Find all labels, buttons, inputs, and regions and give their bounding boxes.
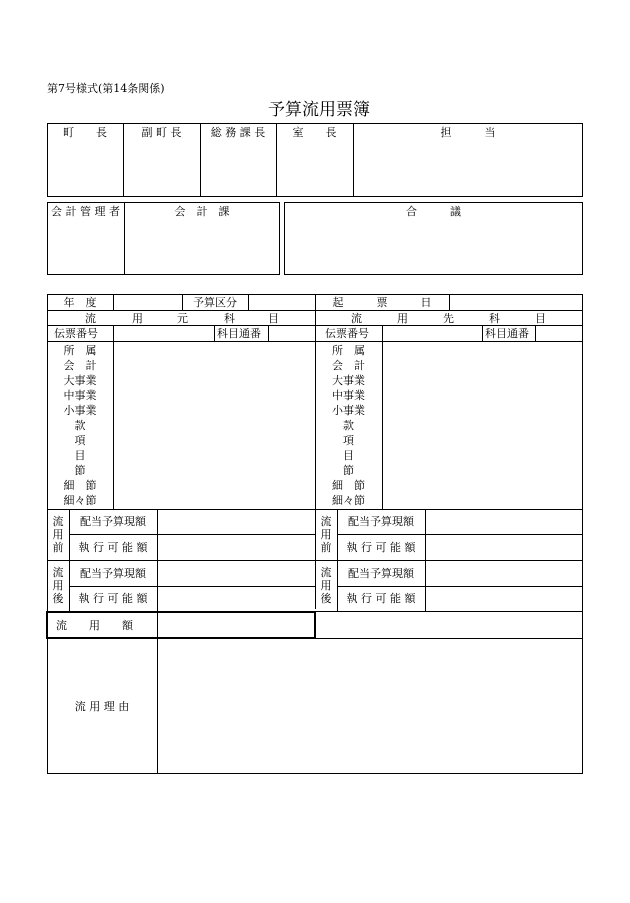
source-before-haito-label: 配当予算現額 — [80, 515, 146, 528]
stamp-chocho[interactable] — [48, 140, 122, 196]
kaikei-kanrisha-label: 会 計 管 理 者 — [51, 205, 120, 218]
dest-class-label: 目 — [343, 449, 354, 462]
stamp-somukacho[interactable] — [201, 140, 275, 196]
source-after-label-3: 後 — [52, 592, 64, 605]
dest-before-label-2: 用 — [320, 528, 332, 541]
source-title-5: 目 — [268, 312, 279, 325]
dest-before-shikko-input[interactable] — [426, 535, 582, 560]
gogi-label: 合 議 — [406, 205, 461, 218]
source-denpyo-bango-input[interactable] — [114, 326, 214, 340]
dest-title-1: 流 — [351, 312, 362, 325]
source-classification-input[interactable] — [114, 342, 315, 508]
dest-after-shikko-input[interactable] — [426, 587, 582, 611]
source-class-label: 目 — [74, 449, 86, 462]
ryuyo-gaku-label: 流 用 額 — [56, 619, 133, 632]
source-class-label: 款 — [74, 419, 86, 432]
source-before-label-3: 前 — [52, 541, 64, 554]
source-after-shikko-label: 執 行 可 能 額 — [78, 592, 148, 605]
dest-class-label: 大事業 — [332, 374, 365, 387]
approval-label-somukacho: 総 務 課 長 — [210, 126, 266, 139]
dest-before-haito-label: 配当予算現額 — [348, 515, 414, 528]
source-class-label: 大事業 — [63, 374, 97, 387]
source-before-label-1: 流 — [52, 515, 64, 528]
approval-label-chocho: 町 長 — [63, 126, 107, 139]
dest-class-label: 小事業 — [332, 404, 365, 417]
dest-kamoku-tsuban-label: 科目通番 — [485, 327, 529, 340]
dest-class-label: 中事業 — [332, 389, 365, 402]
source-class-label: 細 節 — [63, 479, 97, 492]
approval-label-shitsucho: 室 長 — [292, 126, 337, 139]
dest-class-label: 款 — [343, 419, 354, 432]
source-after-shikko-input[interactable] — [158, 587, 315, 611]
dest-class-label: 節 — [343, 464, 354, 477]
dest-after-label-2: 用 — [320, 579, 332, 592]
source-before-shikko-label: 執 行 可 能 額 — [78, 541, 148, 554]
source-class-label: 小事業 — [63, 404, 97, 417]
dest-after-label-1: 流 — [320, 566, 332, 579]
source-denpyo-bango-label: 伝票番号 — [54, 327, 98, 340]
dest-before-haito-input[interactable] — [426, 510, 582, 534]
page-title: 予算流用票簿 — [268, 100, 370, 120]
stamp-gogi[interactable] — [285, 219, 582, 274]
ryuyo-riyu-input[interactable] — [158, 639, 582, 773]
dest-class-label: 会 計 — [332, 359, 365, 372]
dest-before-label-3: 前 — [320, 541, 332, 554]
source-title-2: 用 — [132, 312, 143, 325]
source-before-haito-input[interactable] — [158, 510, 315, 534]
dest-title-2: 用 — [397, 312, 408, 325]
stamp-tanto[interactable] — [354, 140, 582, 196]
approval-label-tanto: 担 当 — [440, 126, 496, 139]
source-title-4: 科 — [224, 312, 235, 325]
dest-after-haito-input[interactable] — [426, 561, 582, 586]
source-title-3: 元 — [177, 312, 188, 325]
source-after-haito-label: 配当予算現額 — [80, 567, 146, 580]
kihyo-bi-label: 起 票 日 — [332, 296, 432, 309]
dest-class-label: 所 属 — [332, 344, 365, 357]
kaikei-ka-label: 会 計 課 — [174, 205, 230, 218]
source-class-label: 会 計 — [63, 359, 97, 372]
ryuyo-gaku-input[interactable] — [159, 613, 314, 637]
nendo-label: 年 度 — [63, 296, 97, 309]
ryuyo-riyu-label: 流 用 理 由 — [74, 700, 130, 713]
source-kamoku-tsuban-label: 科目通番 — [217, 327, 261, 340]
dest-classification-input[interactable] — [383, 342, 582, 508]
yosan-kubun-input[interactable] — [249, 295, 315, 309]
dest-title-5: 目 — [535, 312, 546, 325]
dest-class-label: 細 節 — [332, 479, 365, 492]
dest-after-haito-label: 配当予算現額 — [348, 567, 414, 580]
source-after-label-2: 用 — [52, 579, 64, 592]
dest-class-label: 項 — [343, 434, 354, 447]
source-after-label-1: 流 — [52, 566, 64, 579]
source-class-label: 項 — [74, 434, 86, 447]
source-before-shikko-input[interactable] — [158, 535, 315, 560]
source-class-label: 節 — [74, 464, 86, 477]
dest-before-label-1: 流 — [320, 515, 332, 528]
dest-title-4: 科 — [489, 312, 500, 325]
stamp-fukuchocho[interactable] — [124, 140, 199, 196]
stamp-kaikei-ka[interactable] — [125, 219, 279, 274]
dest-title-3: 先 — [443, 312, 454, 325]
source-before-label-2: 用 — [52, 528, 64, 541]
source-class-label: 中事業 — [63, 389, 97, 402]
dest-kamoku-tsuban-input[interactable] — [536, 326, 582, 340]
dest-after-label-3: 後 — [320, 592, 332, 605]
source-kamoku-tsuban-input[interactable] — [269, 326, 315, 340]
form-number: 第7号様式(第14条関係) — [47, 82, 165, 95]
source-class-label: 細々節 — [63, 494, 97, 507]
dest-after-shikko-label: 執 行 可 能 額 — [346, 592, 416, 605]
yosan-kubun-label: 予算区分 — [193, 296, 237, 309]
source-after-haito-input[interactable] — [158, 561, 315, 586]
approval-label-fukuchocho: 副 町 長 — [141, 126, 182, 139]
dest-denpyo-bango-input[interactable] — [383, 326, 482, 340]
source-title-1: 流 — [85, 312, 96, 325]
dest-before-shikko-label: 執 行 可 能 額 — [346, 541, 416, 554]
stamp-kaikei-kanrisha[interactable] — [48, 219, 123, 274]
source-class-label: 所 属 — [63, 344, 97, 357]
dest-denpyo-bango-label: 伝票番号 — [325, 327, 369, 340]
stamp-shitsucho[interactable] — [277, 140, 352, 196]
dest-class-label: 細々節 — [332, 494, 365, 507]
nendo-input[interactable] — [114, 295, 182, 309]
kihyo-bi-input[interactable] — [450, 295, 582, 309]
